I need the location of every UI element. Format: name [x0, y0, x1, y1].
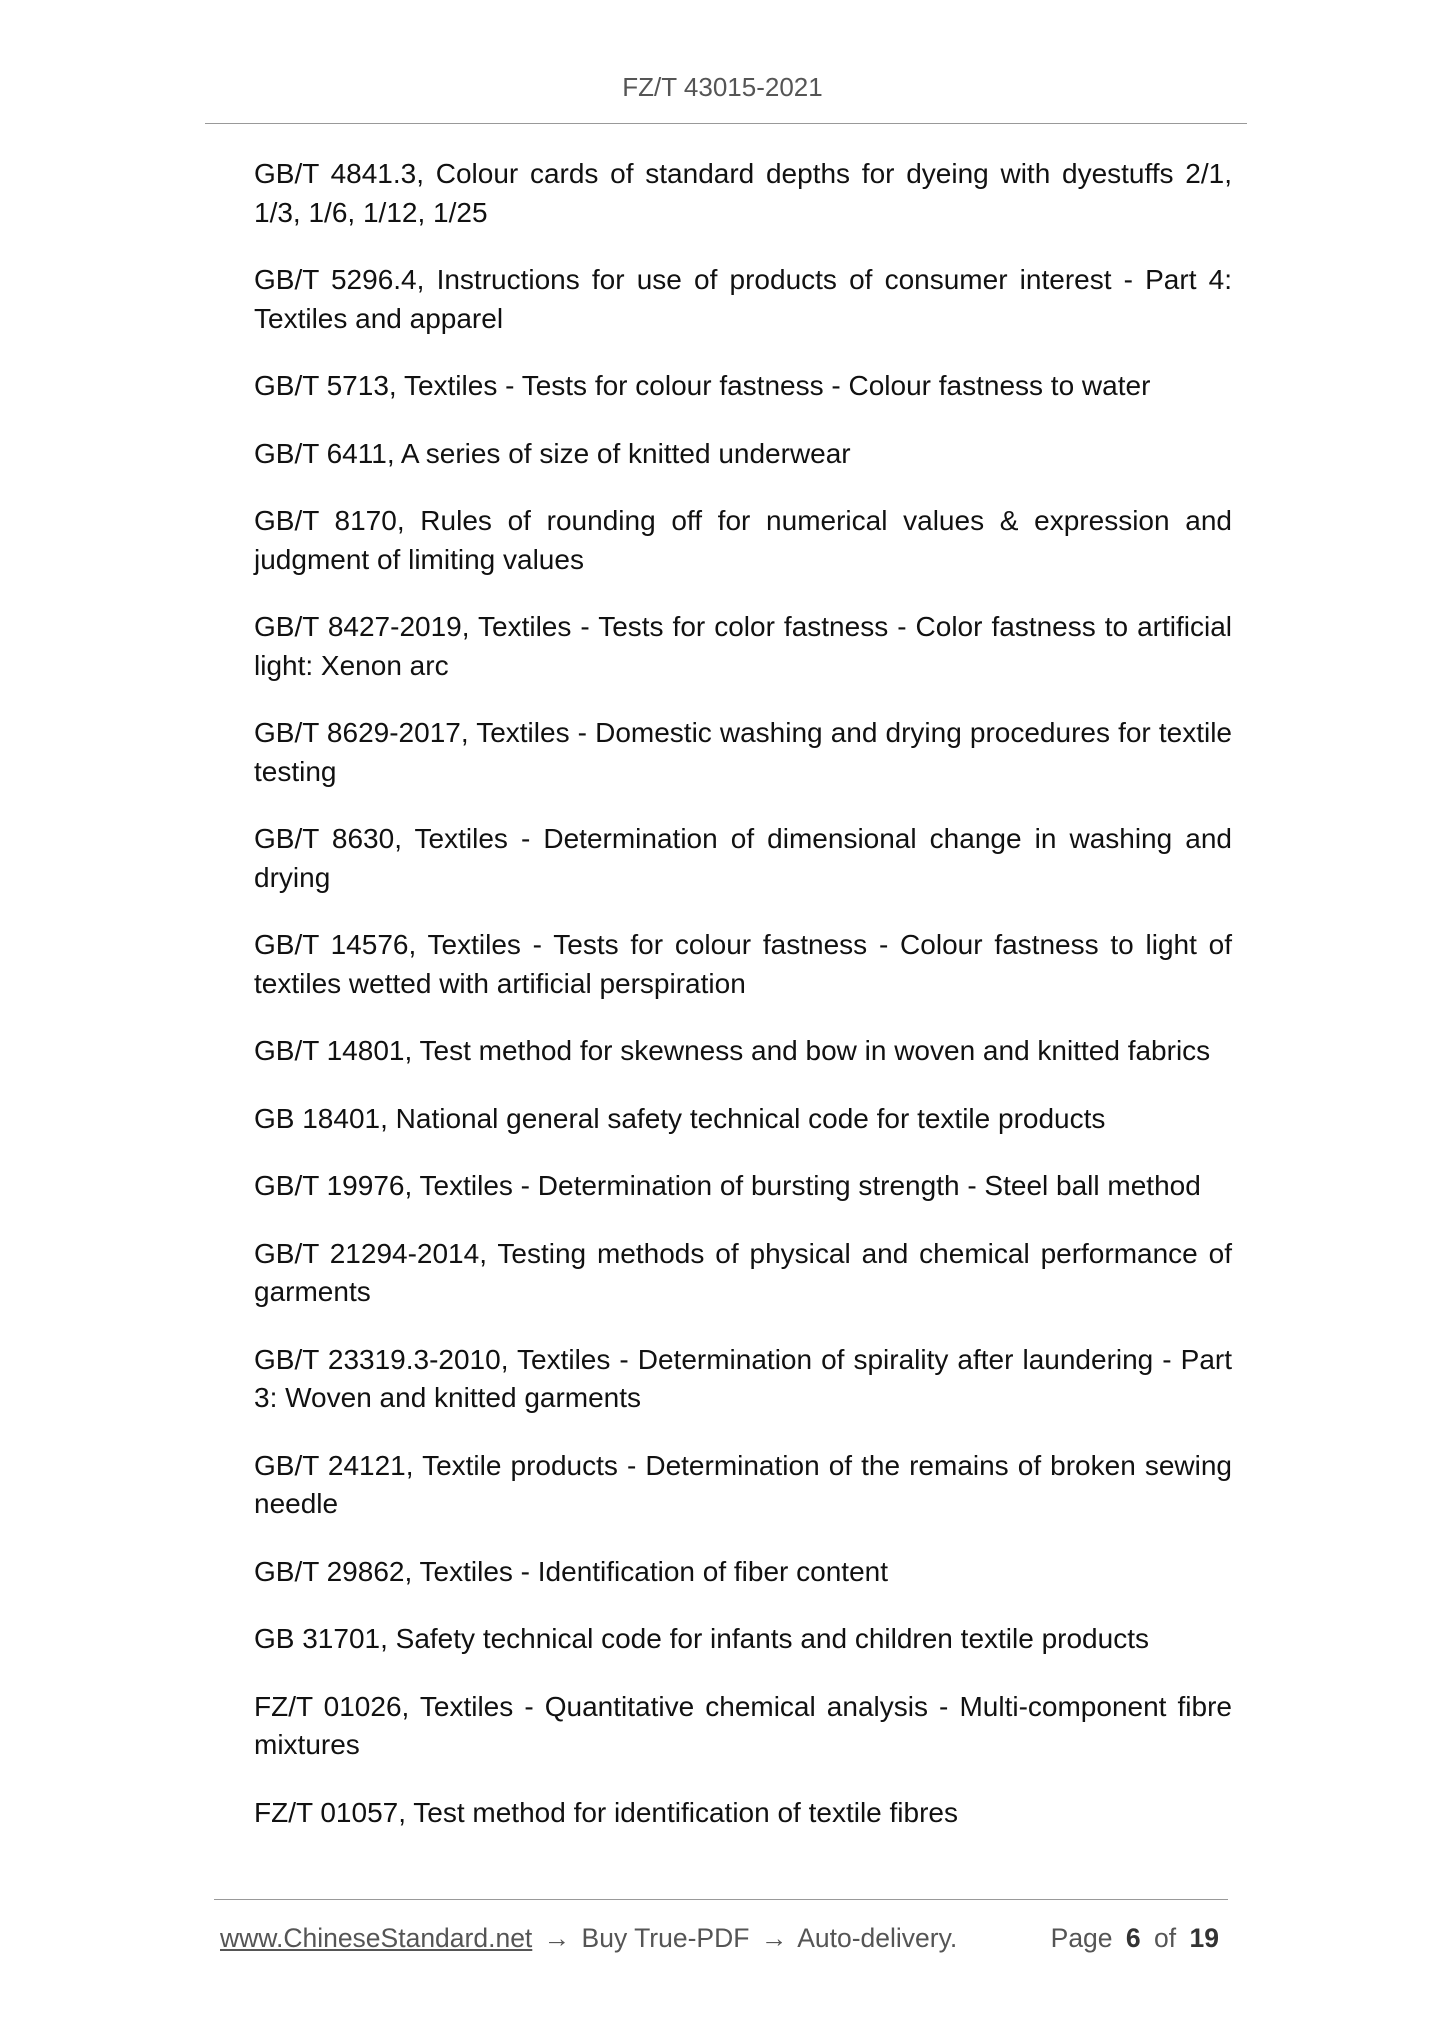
- arrow-right-icon: →: [543, 1923, 571, 1953]
- page-indicator: [1051, 1920, 1225, 1956]
- normative-references-list: [254, 155, 1232, 1861]
- total-pages-number: 19: [1189, 1923, 1219, 1953]
- page-footer: [220, 1920, 1225, 1956]
- reference-item: GB/T 4841.3, Colour cards of standard depths for dyeing with dyestuffs 2/1, 1/3, 1/6, 1/12, 1/25: [254, 158, 1232, 228]
- page-label: Page: [1050, 1923, 1113, 1953]
- reference-item: GB/T 5713, Textiles - Tests for colour fastness - Colour fastness to water: [254, 370, 1151, 401]
- reference-item: GB/T 23319.3-2010, Textiles - Determination of spirality after laundering - Part 3: Woven and knitted garments: [254, 1343, 1232, 1413]
- page-of-label: of: [1154, 1923, 1177, 1953]
- document-header-title: FZ/T 43015-2021: [622, 72, 823, 102]
- reference-item: FZ/T 01057, Test method for identification of textile fibres: [254, 1796, 958, 1828]
- reference-item: GB/T 8629-2017, Textiles - Domestic washing and drying procedures for textile testing: [254, 717, 1232, 787]
- reference-item: GB/T 8630, Textiles - Determination of dimensional change in washing and drying: [254, 823, 1232, 893]
- reference-item: GB/T 19976, Textiles - Determination of bursting strength - Steel ball method: [254, 1170, 1201, 1201]
- reference-item: FZ/T 01026, Textiles - Quantitative chemical analysis - Multi-component fibre mixtures: [254, 1690, 1232, 1760]
- current-page-number: 6: [1125, 1923, 1141, 1953]
- reference-item: GB 18401, National general safety technical code for textile products: [254, 1102, 1106, 1134]
- reference-item: GB/T 21294-2014, Testing methods of physical and chemical performance of garments: [254, 1237, 1232, 1307]
- reference-item: GB/T 6411, A series of size of knitted underwear: [254, 437, 851, 469]
- reference-item: GB/T 14801, Test method for skewness and bow in woven and knitted fabrics: [254, 1035, 1211, 1066]
- reference-item: GB/T 14576, Textiles - Tests for colour fastness - Colour fastness to light of textiles wetted with artificial perspiration: [254, 929, 1232, 999]
- footer-promo: [220, 1920, 957, 1956]
- reference-item: GB/T 24121, Textile products - Determination of the remains of broken sewing needle: [254, 1449, 1232, 1519]
- website-link[interactable]: www.ChineseStandard.net: [220, 1923, 533, 1953]
- reference-item: GB/T 5296.4, Instructions for use of products of consumer interest - Part 4: Textiles and apparel: [254, 264, 1232, 334]
- reference-item: GB/T 8170, Rules of rounding off for numerical values & expression and judgment of limiting values: [254, 505, 1232, 575]
- auto-delivery-text: Auto-delivery.: [797, 1923, 958, 1953]
- reference-item: GB 31701, Safety technical code for infants and children textile products: [254, 1623, 1149, 1654]
- buy-true-pdf-text: Buy True-PDF: [581, 1923, 750, 1953]
- footer-divider: [214, 1899, 1228, 1900]
- header-divider: [205, 123, 1247, 124]
- reference-item: GB/T 8427-2019, Textiles - Tests for color fastness - Color fastness to artificial light: Xenon arc: [254, 611, 1232, 681]
- arrow-right-icon: →: [760, 1923, 788, 1953]
- reference-item: GB/T 29862, Textiles - Identification of fiber content: [254, 1555, 888, 1587]
